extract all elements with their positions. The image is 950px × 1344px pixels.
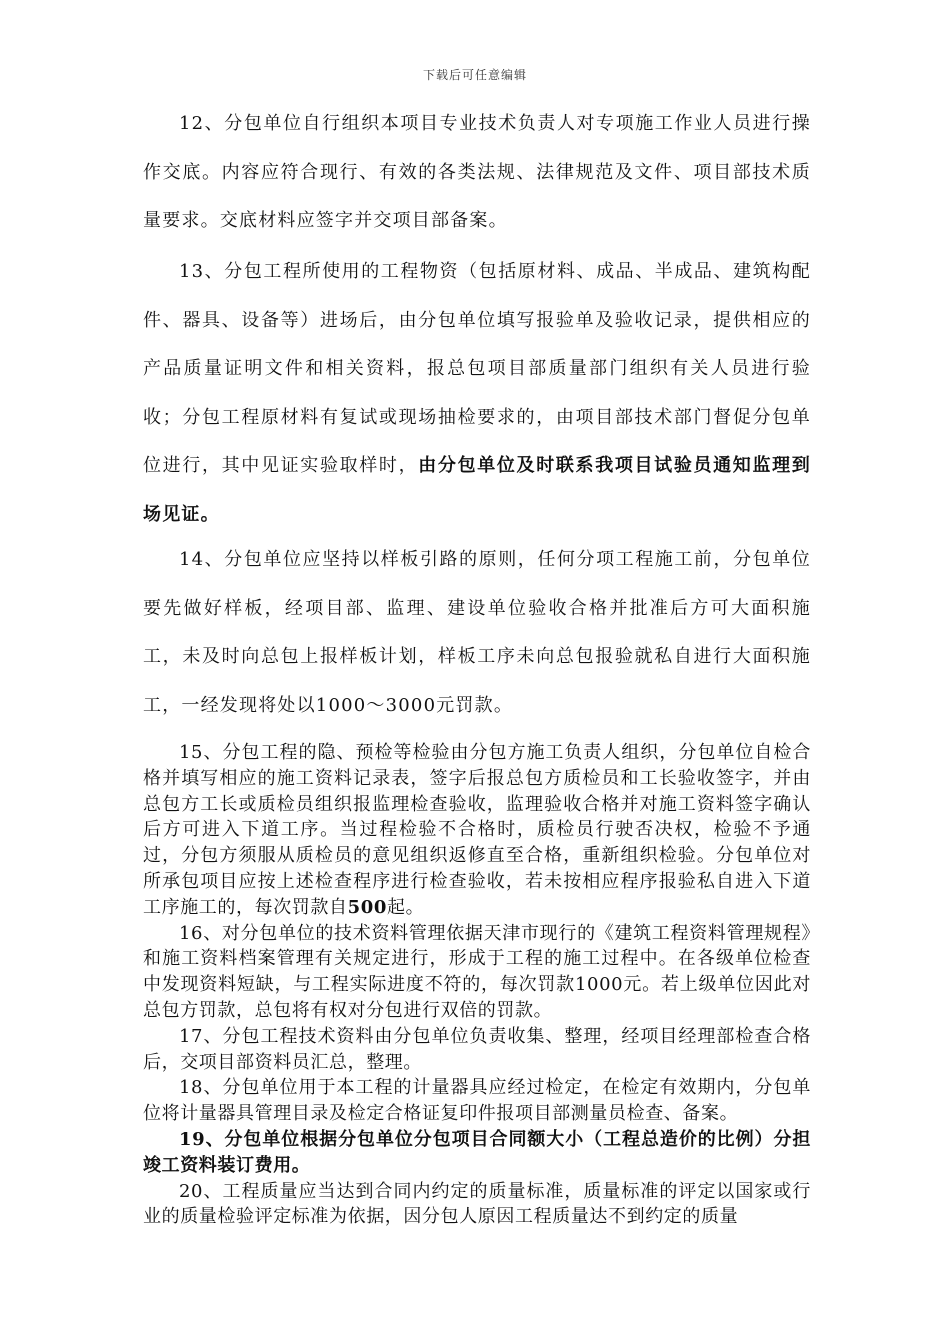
paragraph-14: 14、分包单位应坚持以样板引路的原则，任何分项工程施工前，分包单位要先做好样板，经项目部、监理、建设单位验收合格并批准后方可大面积施工，未及时向总包上报样板计划，样板工序未向总包报验就私自进行大面积施工，一经发现将处以1000～3000元罚款。: [143, 549, 811, 716]
paragraph-19: [143, 1127, 811, 1179]
paragraph-13: [143, 248, 811, 539]
paragraph-19-bold: 19、分包单位根据分包单位分包项目合同额大小（工程总造价的比例）分担竣工资料装订费用。: [143, 1128, 811, 1176]
paragraph-12: 12、分包单位自行组织本项目专业技术负责人对专项施工作业人员进行操作交底。内容应符合现行、有效的各类法规、法律规范及文件、项目部技术质量要求。交底材料应签字并交项目部备案。: [143, 113, 811, 231]
paragraph-15: [143, 740, 811, 921]
paragraph-18: 18、分包单位用于本工程的计量器具应经过检定，在检定有效期内，分包单位将计量器具管理目录及检定合格证复印件报项目部测量员检查、备案。: [143, 1077, 811, 1125]
section-wide-2: [143, 248, 811, 539]
section-wide-1: [143, 100, 811, 246]
paragraph-15-text: 15、分包工程的隐、预检等检验由分包方施工负责人组织，分包单位自检合格并填写相应的施工资料记录表，签字后报总包方质检员和工长验收签字，并由总包方工长或质检员组织报监理检查验收，监理验收合格并对施工资料签字确认后方可进入下道工序。当过程检验不合格时，质检员行驶否决权，检验不予通过，分包方须服从质检员的意见组织返修直至合格，重新组织检验。分包单位对所承包项目应按上述检查程序进行检查验收，若未按相应程序报验私自进入下道工序施工的，每次罚款自: [143, 742, 811, 918]
paragraph-17: 17、分包工程技术资料由分包单位负责收集、整理，经项目经理部检查合格后，交项目部资料员汇总，整理。: [143, 1025, 811, 1073]
page-header: 下载后可任意编辑: [422, 68, 527, 82]
paragraph-20: 20、工程质量应当达到合同内约定的质量标准，质量标准的评定以国家或行业的质量检验评定标准为依据，因分包人原因工程质量达不到约定的质量: [143, 1180, 811, 1228]
paragraph-16: 16、对分包单位的技术资料管理依据天津市现行的《建筑工程资料管理规程》和施工资料档案管理有关规定进行，形成于工程的施工过程中。在各级单位检查中发现资料短缺，与工程实际进度不符的，每次罚款1000元。若上级单位因此对总包方罚款，总包将有权对分包进行双倍的罚款。: [143, 922, 811, 1021]
section-compact: [143, 740, 811, 1230]
paragraph-15-end: 起。: [386, 896, 425, 918]
paragraph-13-bold: 由分包单位及时联系我项目试验员通知监理到场见证。: [143, 455, 811, 525]
paragraph-13-text: 13、分包工程所使用的工程物资（包括原材料、成品、半成品、建筑构配件、器具、设备等）进场后，由分包单位填写报验单及验收记录，提供相应的产品质量证明文件和相关资料，报总包项目部质量部门组织有关人员进行验收；分包工程原材料有复试或现场抽检要求的，由项目部技术部门督促分包单位进行，其中见证实验取样时，: [143, 261, 811, 476]
section-wide-3: [143, 536, 811, 730]
paragraph-15-bold: 500: [347, 896, 387, 918]
